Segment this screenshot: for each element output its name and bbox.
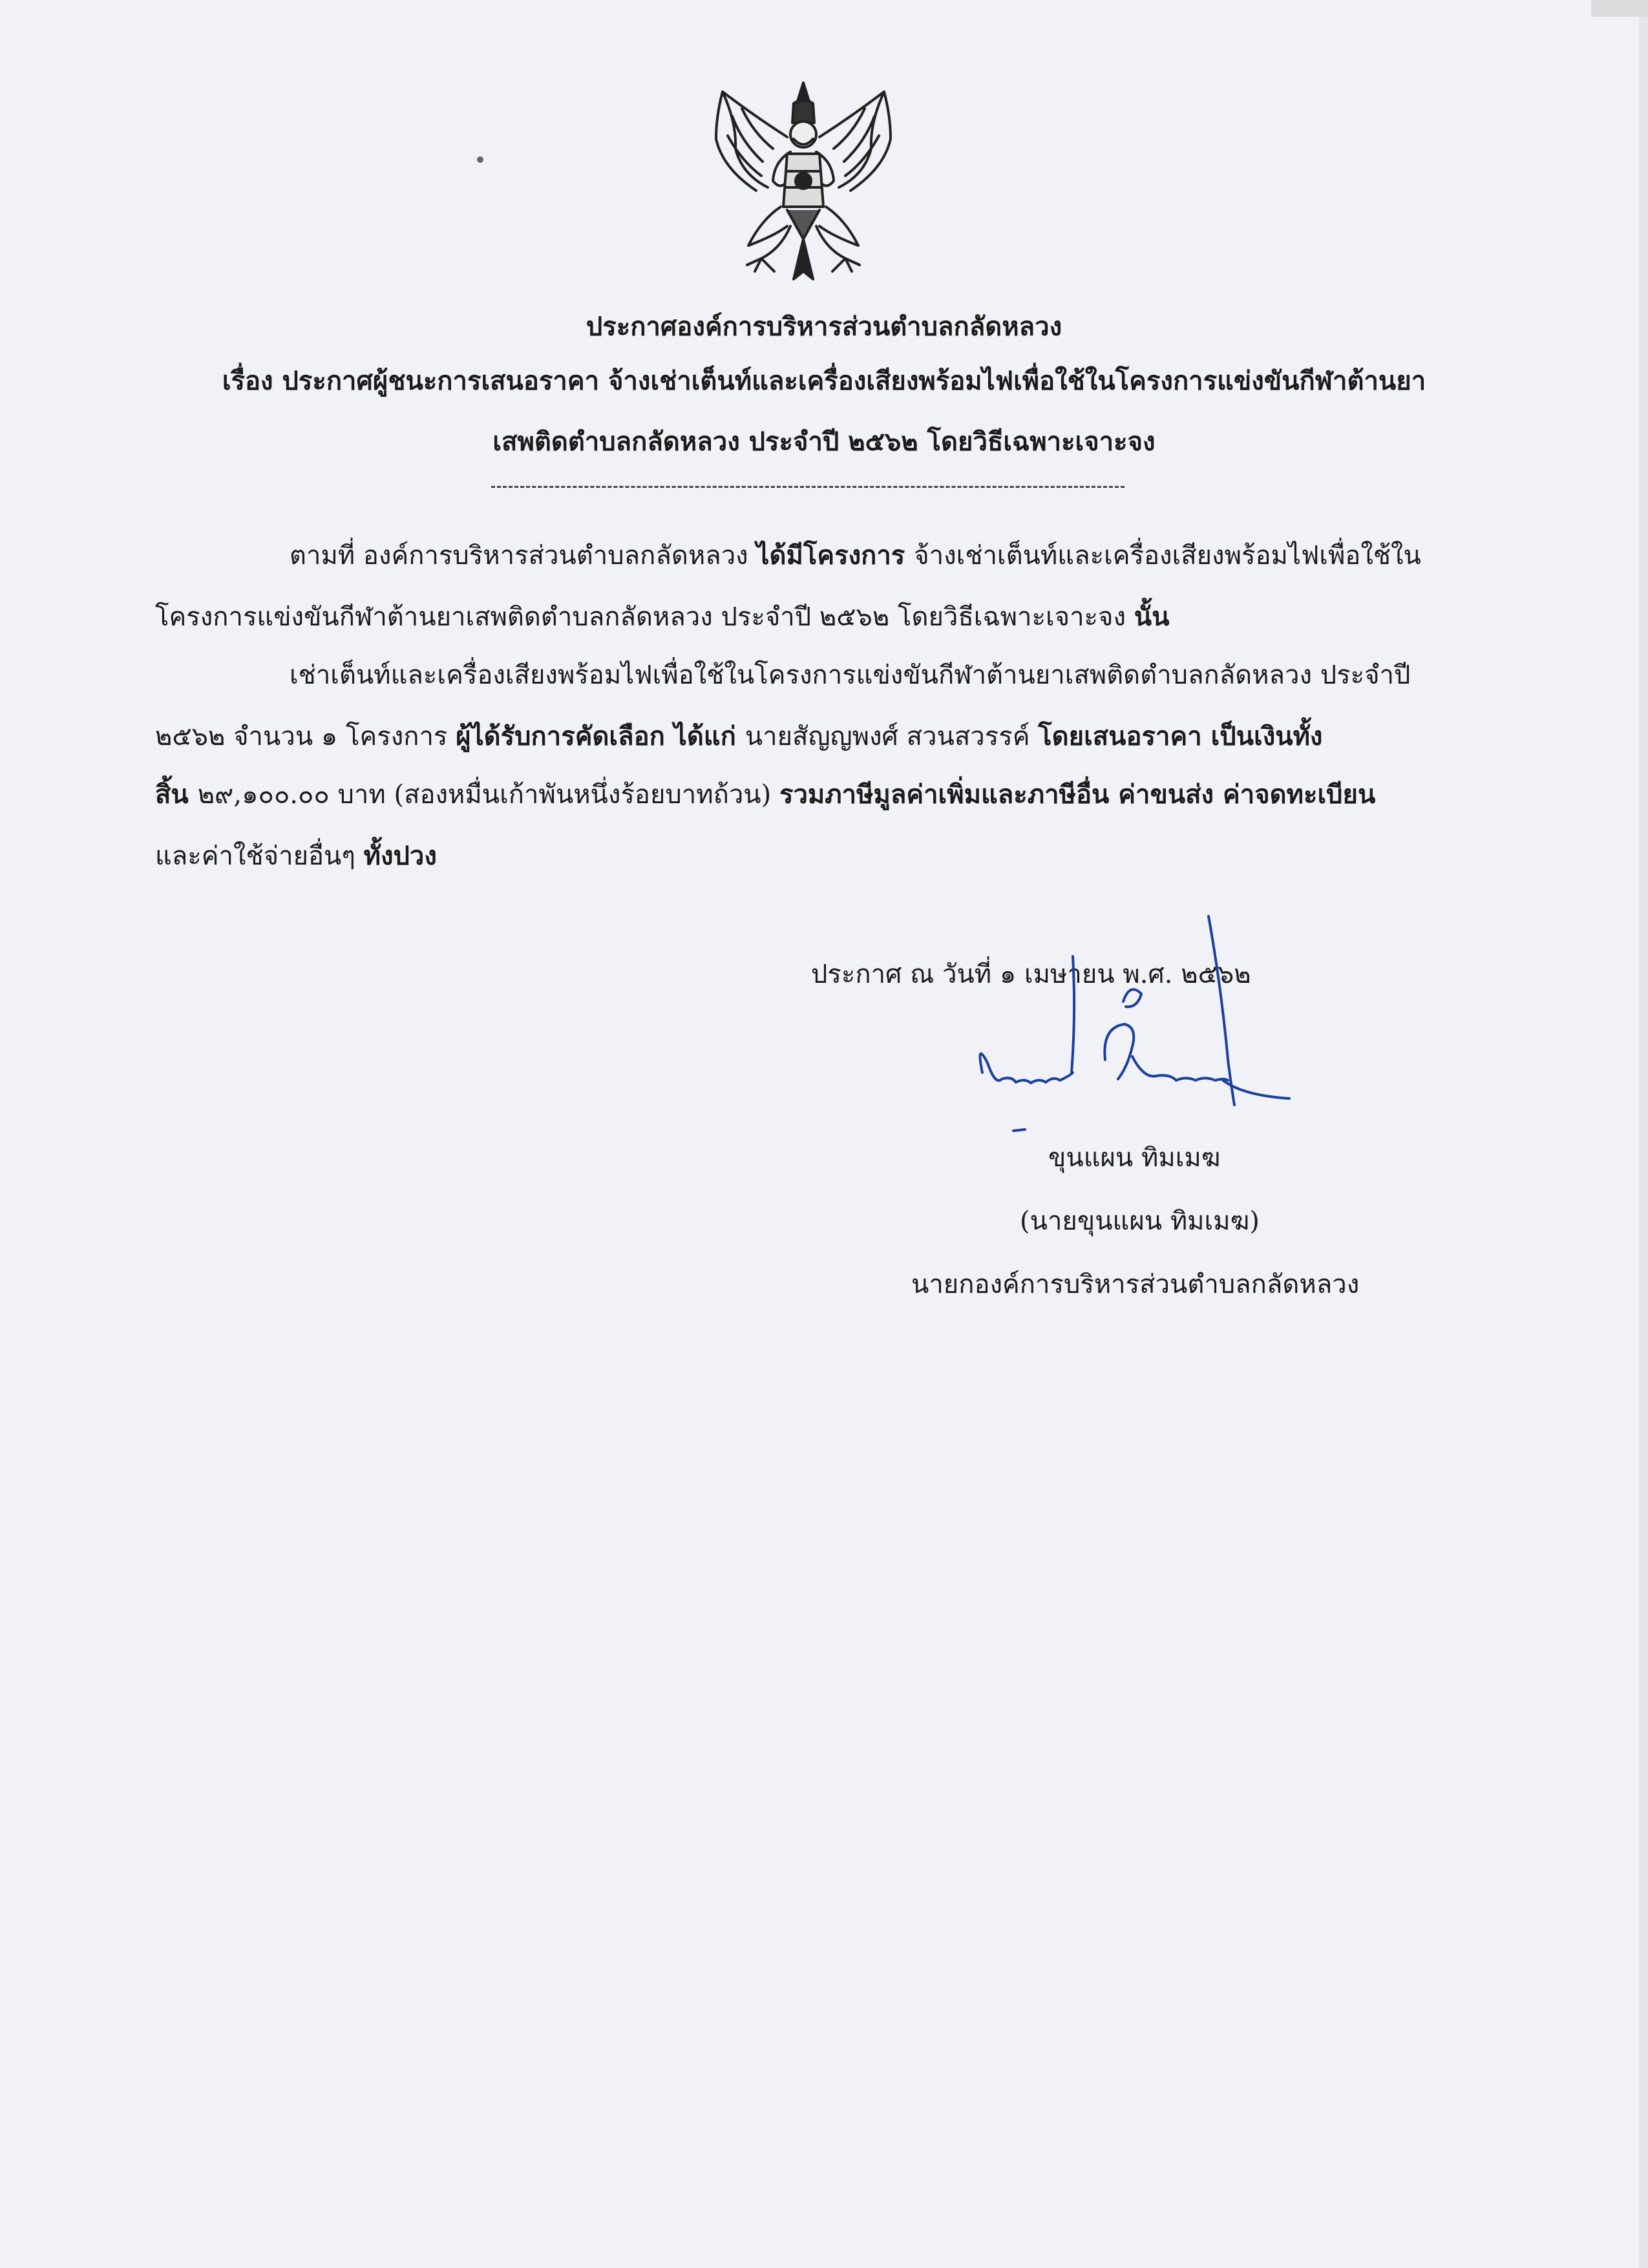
signatory-position: นายกองค์การบริหารส่วนตำบลกลัดหลวง — [911, 1270, 1360, 1299]
paragraph-2-line-4: และค่าใช้จ่ายอื่นๆ ทั้งปวง — [155, 841, 437, 871]
printed-name: (นายขุนแผน ทิมเมฆ) — [1020, 1206, 1260, 1236]
scan-corner — [1591, 0, 1648, 17]
paragraph-2-line-3: สิ้น ๒๙,๑๐๐.๐๐ บาท (สองหมื่นเก้าพันหนึ่งร้อยบาทถ้วน) รวมภาษีมูลค่าเพิ่มและภาษีอื่น ค่าขนส่ง ค่าจดทะเบียน — [155, 779, 1376, 810]
paragraph-2-line-2: ๒๕๖๒ จำนวน ๑ โครงการ ผู้ได้รับการคัดเลือก ได้แก่ นายสัญญพงศ์ สวนสวรรค์ โดยเสนอราคา เป็นเงินทั้ง — [155, 721, 1323, 751]
scan-edge — [1639, 0, 1648, 2268]
handwritten-signature — [963, 911, 1305, 1137]
paragraph-2-line-1: เช่าเต็นท์และเครื่องเสียงพร้อมไฟเพื่อใช้ในโครงการแข่งขันกีฬาต้านยาเสพติดตำบลกลัดหลวง ประจำปี — [290, 660, 1411, 690]
divider-line — [491, 486, 1125, 488]
announcement-date: ประกาศ ณ วันที่ ๑ เมษายน พ.ศ. ๒๕๖๒ — [811, 960, 1251, 989]
announcement-subject-line-2: เสพติดตำบลกลัดหลวง ประจำปี ๒๕๖๒ โดยวิธีเฉพาะเจาะจง — [492, 426, 1156, 457]
paragraph-1-line-1: ตามที่ องค์การบริหารส่วนตำบลกลัดหลวง ได้มีโครงการ จ้างเช่าเต็นท์และเครื่องเสียงพร้อมไฟเพื่อใช้ใน — [290, 540, 1421, 571]
signature-name: ขุนแผน ทิมเมฆ — [1048, 1143, 1221, 1173]
announcement-subject-line-1: เรื่อง ประกาศผู้ชนะการเสนอราคา จ้างเช่าเต็นท์และเครื่องเสียงพร้อมไฟเพื่อใช้ในโครงการแข่งขันกีฬาต้านยา — [222, 366, 1426, 396]
garuda-emblem-icon — [697, 78, 910, 291]
paragraph-1-line-2: โครงการแข่งขันกีฬาต้านยาเสพติดตำบลกลัดหลวง ประจำปี ๒๕๖๒ โดยวิธีเฉพาะเจาะจง นั้น — [155, 602, 1170, 632]
scan-speck — [477, 156, 483, 163]
announcement-title: ประกาศองค์การบริหารส่วนตำบลกลัดหลวง — [586, 311, 1062, 342]
